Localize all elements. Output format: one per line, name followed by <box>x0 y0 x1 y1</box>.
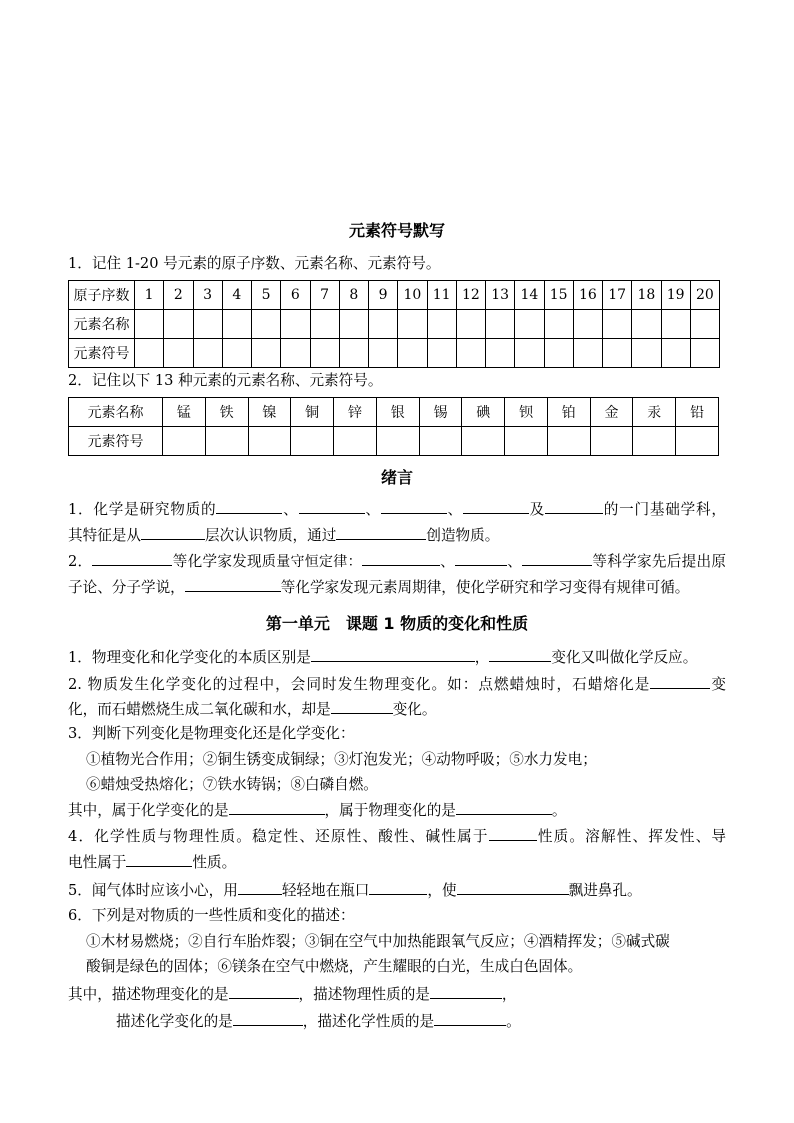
text: ，使 <box>427 882 457 899</box>
text: ，属于物理变化的是 <box>324 802 456 819</box>
atomic-number: 12 <box>456 281 485 310</box>
text: 其特征是从 <box>68 527 141 544</box>
question-line <box>68 880 642 901</box>
element-name: 锡 <box>419 398 462 427</box>
blank-cell[interactable] <box>135 339 164 368</box>
text: 1．物理变化和化学变化的本质区别是 <box>68 649 311 666</box>
answer-blank[interactable] <box>457 880 569 895</box>
text: 、 <box>507 553 523 570</box>
blank-cell[interactable] <box>252 339 281 368</box>
blank-cell[interactable] <box>376 427 419 456</box>
answer-blank[interactable] <box>233 1011 303 1026</box>
blank-cell[interactable] <box>222 339 251 368</box>
answer-blank[interactable] <box>299 499 365 514</box>
element-name: 铂 <box>547 398 590 427</box>
answer-blank[interactable] <box>331 699 393 714</box>
blank-cell[interactable] <box>486 310 515 339</box>
question-text: 6．下列是对物质的一些性质和变化的描述： <box>68 907 355 924</box>
atomic-number: 2 <box>164 281 193 310</box>
atomic-number: 14 <box>515 281 544 310</box>
blank-cell[interactable] <box>462 427 505 456</box>
element-name: 铜 <box>291 398 334 427</box>
blank-cell[interactable] <box>661 339 690 368</box>
text: 质量守恒定律： <box>261 554 362 570</box>
element-name: 汞 <box>633 398 676 427</box>
question-line <box>68 577 689 598</box>
answer-blank[interactable] <box>229 984 299 999</box>
text: 及 <box>528 501 546 518</box>
text: 1．化学是研究物质的 <box>68 501 217 518</box>
blank-cell[interactable] <box>427 339 456 368</box>
text: 、 <box>364 501 381 518</box>
question-line <box>68 699 437 720</box>
text: ， <box>501 986 517 1003</box>
atomic-number: 18 <box>632 281 661 310</box>
blank-cell[interactable] <box>339 310 368 339</box>
answer-blank[interactable] <box>522 551 592 566</box>
text: 性质。 <box>192 854 237 871</box>
option-line: 酸铜是绿色的固体；⑥镁条在空气中燃烧，产生耀眼的白光，生成白色固体。 <box>86 958 583 975</box>
text: 变 <box>710 676 726 693</box>
question-line <box>68 525 499 546</box>
table-row <box>69 281 720 310</box>
row-header: 元素名称 <box>69 310 135 339</box>
text: 。 <box>506 1013 521 1030</box>
text: 其中，属于化学变化的是 <box>68 802 229 819</box>
option-line: ①植物光合作用；②铜生锈变成铜绿；③灯泡发光；④动物呼吸；⑤水力发电； <box>86 751 597 768</box>
atomic-number: 15 <box>544 281 573 310</box>
atomic-number: 5 <box>252 281 281 310</box>
blank-cell[interactable] <box>505 427 548 456</box>
blank-cell[interactable] <box>281 339 310 368</box>
text: 其中，描述物理变化的是 <box>68 986 229 1003</box>
atomic-number: 19 <box>661 281 690 310</box>
text: 飘进鼻孔。 <box>568 882 642 899</box>
option-line: ①木材易燃烧；②自行车胎炸裂；③铜在空气中加热能跟氧气反应；④酒精挥发；⑤碱式碳 <box>86 933 670 950</box>
blank-cell[interactable] <box>515 310 544 339</box>
answer-blank[interactable] <box>456 800 552 815</box>
question-line <box>68 826 726 847</box>
row-header: 原子序数 <box>69 281 135 310</box>
blank-cell[interactable] <box>603 339 632 368</box>
atomic-number: 20 <box>690 281 719 310</box>
element-name: 锰 <box>163 398 206 427</box>
element-name: 铅 <box>676 398 719 427</box>
table-row <box>69 398 719 427</box>
text: 轻轻地在瓶口 <box>281 882 370 899</box>
element-name: 金 <box>590 398 633 427</box>
atomic-number: 8 <box>339 281 368 310</box>
answer-blank[interactable] <box>381 499 447 514</box>
answer-blank[interactable] <box>430 984 502 999</box>
element-table-13 <box>68 397 719 456</box>
answer-blank[interactable] <box>489 647 551 662</box>
blank-cell[interactable] <box>222 310 251 339</box>
blank-cell[interactable] <box>334 427 377 456</box>
blank-cell[interactable] <box>547 427 590 456</box>
answer-blank[interactable] <box>238 880 282 895</box>
blank-cell[interactable] <box>164 310 193 339</box>
table-row <box>69 427 719 456</box>
text: ，描述物理性质的是 <box>298 986 430 1003</box>
text: 电性属于 <box>68 854 127 871</box>
text: 化，而石蜡燃烧生成二氧化碳和水，却是 <box>68 701 331 718</box>
blank-cell[interactable] <box>193 310 222 339</box>
answer-blank[interactable] <box>229 800 325 815</box>
atomic-number: 13 <box>486 281 515 310</box>
answer-blank[interactable] <box>92 551 172 566</box>
blank-cell[interactable] <box>573 339 602 368</box>
answer-blank[interactable] <box>489 826 537 841</box>
blank-cell[interactable] <box>456 339 485 368</box>
text: 等科学家先后提出原 <box>592 553 726 570</box>
element-name: 银 <box>376 398 419 427</box>
question-text: 2．记住以下 13 种元素的元素名称、元素符号。 <box>68 372 383 389</box>
element-name: 钡 <box>505 398 548 427</box>
answer-blank[interactable] <box>650 674 710 689</box>
atomic-number: 3 <box>193 281 222 310</box>
section-title-unit-1: 第一单元 课题 1 物质的变化和性质 <box>265 614 529 633</box>
atomic-number: 11 <box>427 281 456 310</box>
blank-cell[interactable] <box>590 427 633 456</box>
blank-cell[interactable] <box>486 339 515 368</box>
blank-cell[interactable] <box>544 339 573 368</box>
question-line <box>68 800 567 821</box>
element-name: 锌 <box>334 398 377 427</box>
answer-blank[interactable] <box>311 647 475 662</box>
blank-cell[interactable] <box>544 310 573 339</box>
answer-blank[interactable] <box>141 525 205 540</box>
text: 2. 物质发生化学变化的过程中，会同时发生物理变化。如：点燃蜡烛时，石蜡熔化是 <box>68 676 651 693</box>
table-row <box>69 339 720 368</box>
answer-blank[interactable] <box>369 880 427 895</box>
text: 变化又叫做化学反应。 <box>551 649 698 666</box>
text: 。 <box>551 802 567 819</box>
atomic-number: 1 <box>135 281 164 310</box>
blank-cell[interactable] <box>603 310 632 339</box>
question-line <box>68 551 726 572</box>
blank-cell[interactable] <box>632 310 661 339</box>
blank-cell[interactable] <box>248 427 291 456</box>
answer-blank[interactable] <box>455 551 507 566</box>
blank-cell[interactable] <box>252 310 281 339</box>
blank-cell[interactable] <box>369 310 398 339</box>
answer-blank[interactable] <box>434 1011 506 1026</box>
blank-cell[interactable] <box>633 427 676 456</box>
blank-cell[interactable] <box>632 339 661 368</box>
atomic-number: 7 <box>310 281 339 310</box>
blank-cell[interactable] <box>291 427 334 456</box>
blank-cell[interactable] <box>690 310 719 339</box>
question-line <box>68 647 697 668</box>
answer-blank[interactable] <box>362 551 440 566</box>
blank-cell[interactable] <box>193 339 222 368</box>
answer-blank[interactable] <box>545 499 603 514</box>
blank-cell[interactable] <box>676 427 719 456</box>
blank-cell[interactable] <box>205 427 248 456</box>
atomic-number: 4 <box>222 281 251 310</box>
atomic-number: 17 <box>603 281 632 310</box>
row-header: 元素名称 <box>69 398 163 427</box>
text: 4．化学性质与物理性质。稳定性、还原性、酸性、碱性属于 <box>68 828 489 845</box>
table-row <box>69 310 720 339</box>
blank-cell[interactable] <box>398 310 427 339</box>
blank-cell[interactable] <box>573 310 602 339</box>
text: 描述化学变化的是 <box>116 1013 233 1030</box>
text: 、 <box>282 501 299 518</box>
blank-cell[interactable] <box>310 310 339 339</box>
text: 变化。 <box>392 701 437 718</box>
answer-blank[interactable] <box>336 525 426 540</box>
blank-cell[interactable] <box>661 310 690 339</box>
element-name: 镍 <box>248 398 291 427</box>
atomic-number: 9 <box>369 281 398 310</box>
blank-cell[interactable] <box>690 339 719 368</box>
blank-cell[interactable] <box>164 339 193 368</box>
blank-cell[interactable] <box>281 310 310 339</box>
question-line <box>68 984 517 1005</box>
question-line <box>68 499 726 520</box>
section-title-element-symbols: 元素符号默写 <box>348 221 445 240</box>
blank-cell[interactable] <box>163 427 206 456</box>
text: 等化学家发现 <box>172 553 262 570</box>
row-header: 元素符号 <box>69 339 135 368</box>
text: 等化学家发现元素周期律，使化学研究和学习变得有规律可循。 <box>280 579 690 596</box>
text: 的一门基础学科， <box>603 501 726 518</box>
element-table-1-20 <box>68 280 720 368</box>
row-header: 元素符号 <box>69 427 163 456</box>
option-line: ⑥蜡烛受热熔化；⑦铁水铸锅；⑧白磷自燃。 <box>86 776 378 793</box>
answer-blank[interactable] <box>126 852 192 867</box>
blank-cell[interactable] <box>310 339 339 368</box>
text: 5．闻气体时应该小心，用 <box>68 882 238 899</box>
blank-cell[interactable] <box>515 339 544 368</box>
text: 子论、分子学说， <box>68 579 185 596</box>
answer-blank[interactable] <box>216 499 282 514</box>
text: 、 <box>439 553 455 570</box>
answer-blank[interactable] <box>463 499 529 514</box>
element-name: 铁 <box>205 398 248 427</box>
question-text: 1．记住 1-20 号元素的原子序数、元素名称、元素符号。 <box>68 255 441 272</box>
blank-cell[interactable] <box>398 339 427 368</box>
text: 2． <box>68 553 93 570</box>
atomic-number: 16 <box>573 281 602 310</box>
blank-cell[interactable] <box>419 427 462 456</box>
text: 性质。溶解性、挥发性、导 <box>536 828 726 845</box>
question-line <box>116 1011 521 1032</box>
blank-cell[interactable] <box>369 339 398 368</box>
answer-blank[interactable] <box>185 577 281 592</box>
text: ，描述化学性质的是 <box>302 1013 435 1030</box>
question-text: 3．判断下列变化是物理变化还是化学变化： <box>68 725 355 742</box>
blank-cell[interactable] <box>427 310 456 339</box>
atomic-number: 10 <box>398 281 427 310</box>
blank-cell[interactable] <box>339 339 368 368</box>
question-line <box>68 852 236 873</box>
question-line <box>68 674 726 695</box>
blank-cell[interactable] <box>135 310 164 339</box>
element-name: 碘 <box>462 398 505 427</box>
text: ， <box>474 649 490 666</box>
atomic-number: 6 <box>281 281 310 310</box>
text: 层次认识物质，通过 <box>204 527 337 544</box>
text: 、 <box>446 501 463 518</box>
text: 创造物质。 <box>426 527 500 544</box>
blank-cell[interactable] <box>456 310 485 339</box>
section-title-introduction: 绪言 <box>380 468 413 487</box>
